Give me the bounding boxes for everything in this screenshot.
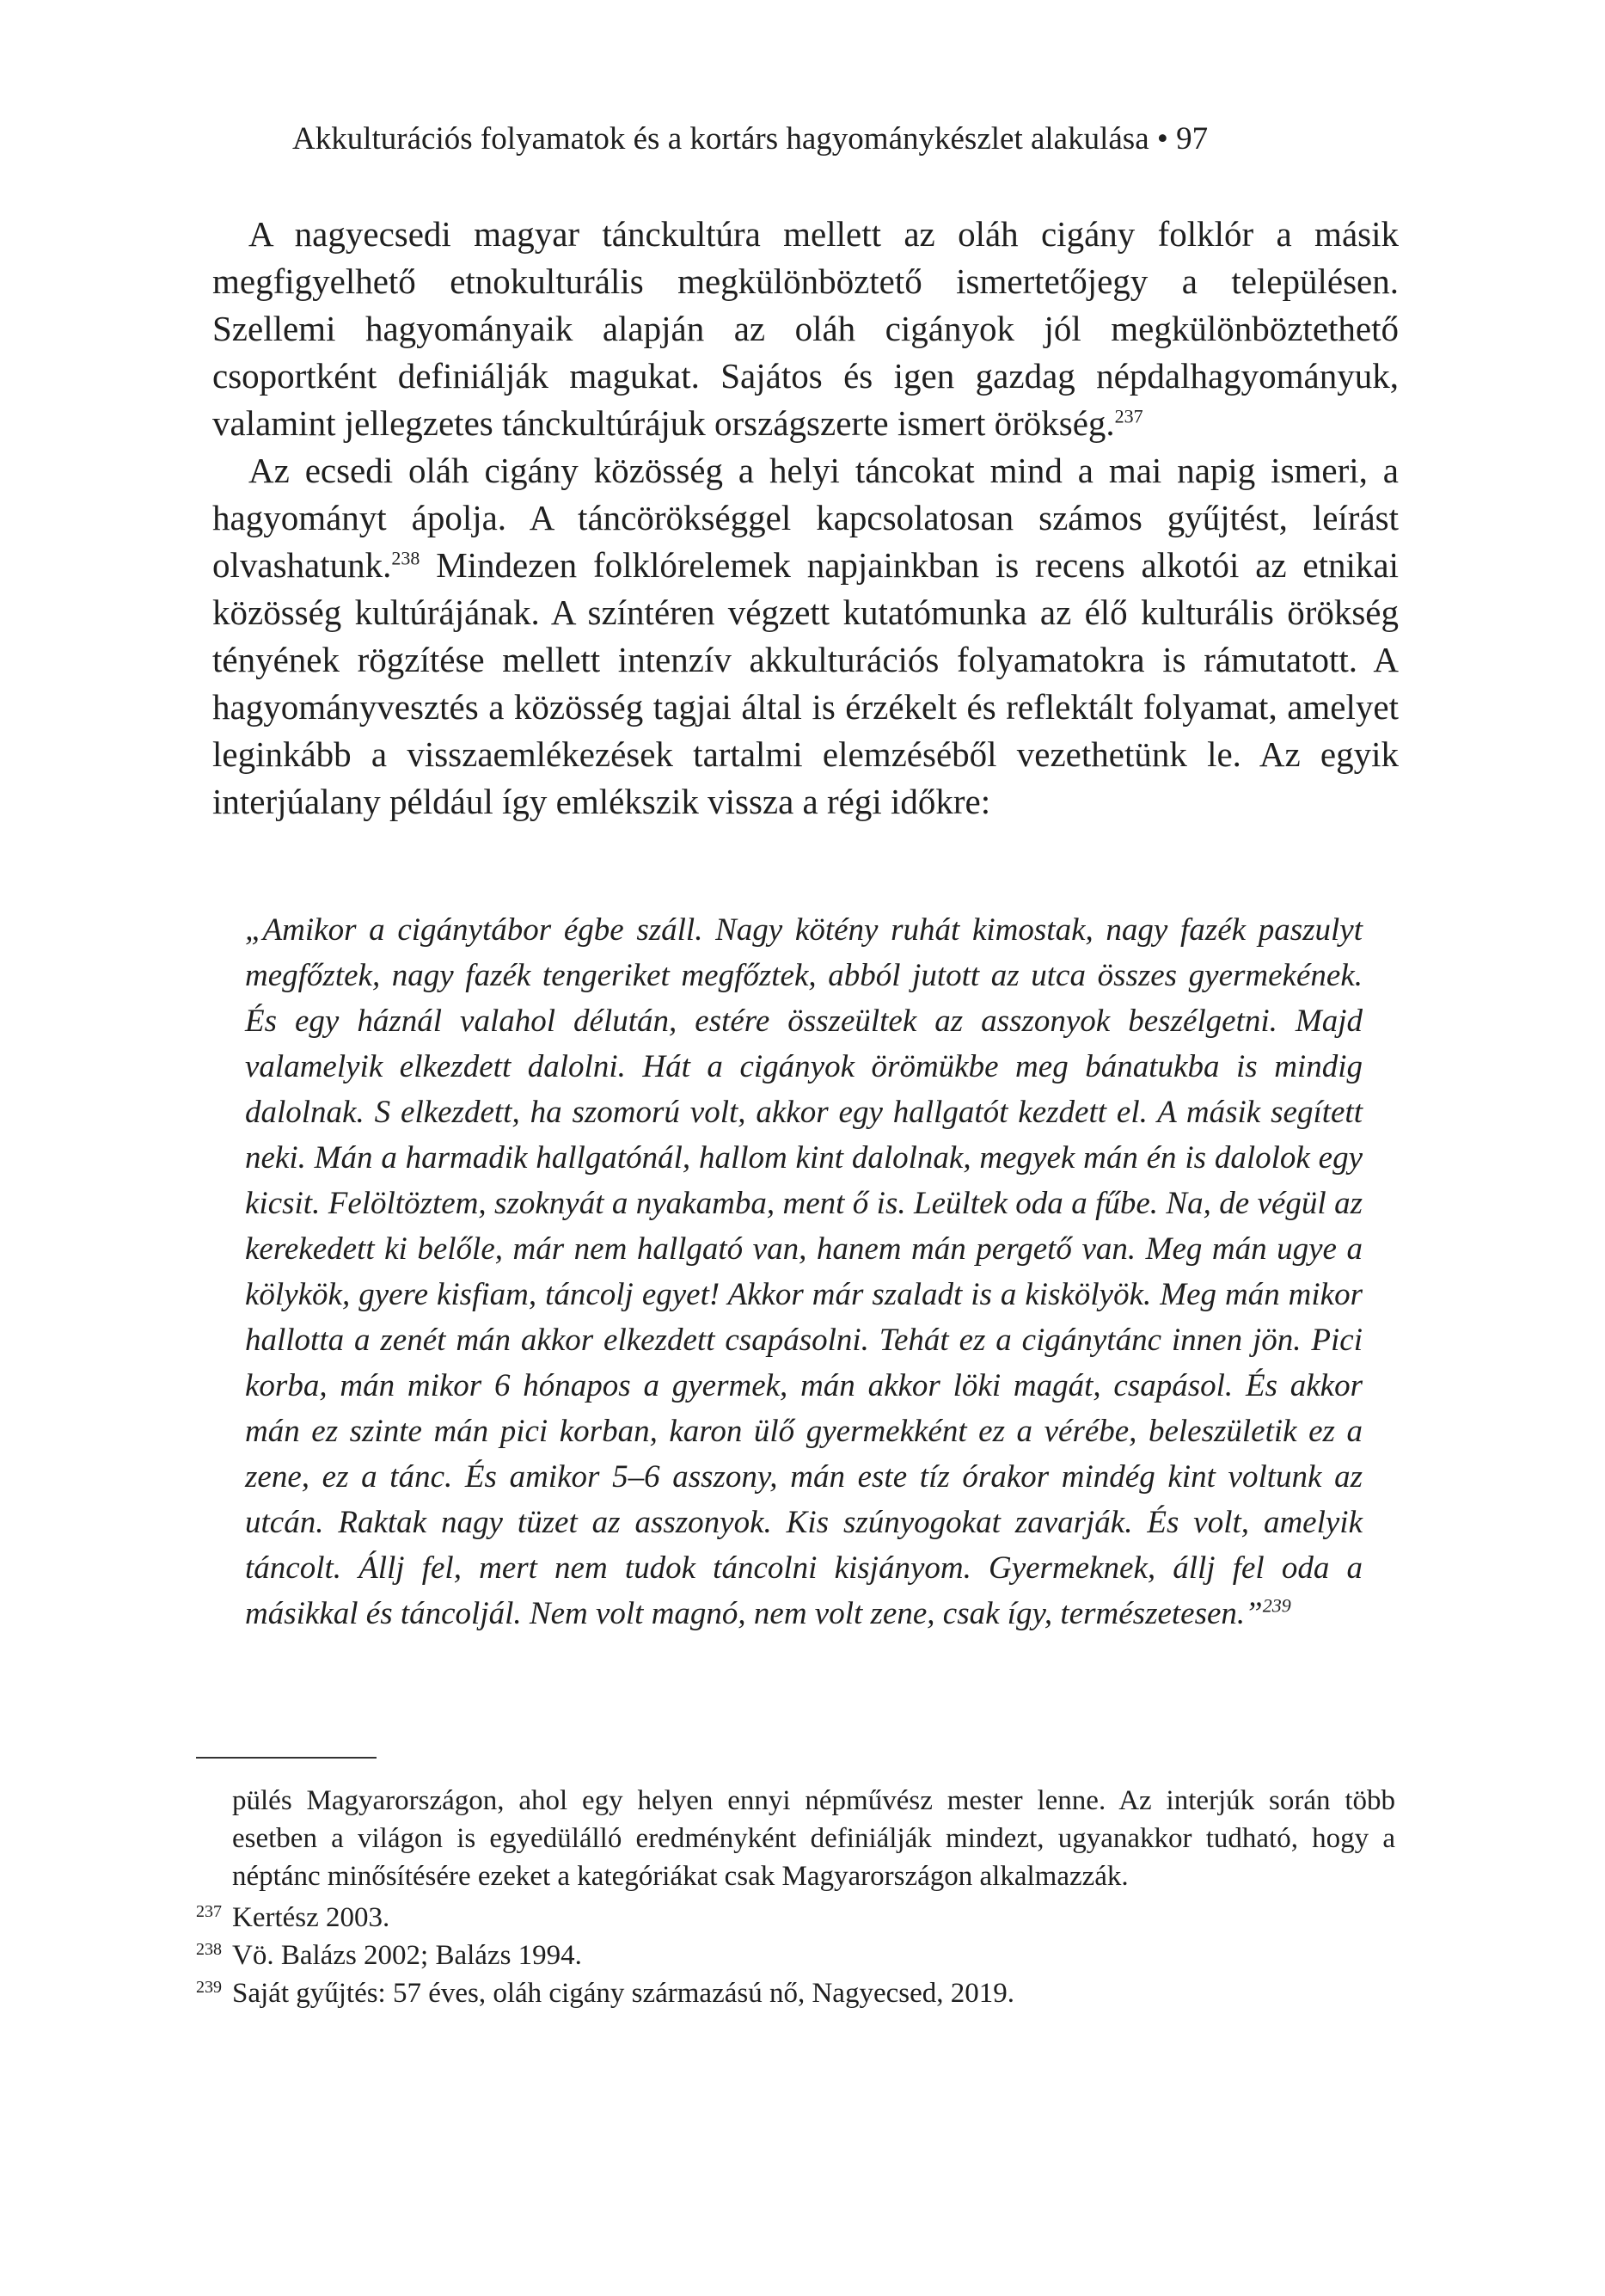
footnote-ref-238: 238 (391, 547, 420, 569)
paragraph-2-text-a: Az ecsedi oláh cigány közösség a helyi táncokat mind a mai napig ismeri, a hagyományt ápolja. A táncörökséggel kapcsolatosan számos gyűjtést, leírást olvashatunk. (212, 451, 1399, 585)
main-text (212, 211, 1399, 826)
interview-quote-text: „Amikor a cigánytábor égbe száll. Nagy kötény ruhát kimostak, nagy fazék paszulyt megfőztek, nagy fazék tengeriket megfőztek, abból jutott az utca összes gyermekének. És egy háznál valahol délután, estére összeültek az asszonyok beszélgetni. Majd valamelyik elkezdett dalolni. Hát a cigányok örömükbe meg bánatukba is mindig dalolnak. S elkezdett, ha szomorú volt, akkor egy hallgatót kezdett el. A másik segített neki. Mán a harmadik hallgatónál, hallom kint dalolnak, megyek mán én is dalolok egy kicsit. Felöltöztem, szoknyát a nyakamba, ment ő is. Leültek oda a fűbe. Na, de végül az kerekedett ki belőle, már nem hallgató van, hanem mán pergető van. Meg mán ugye a kölykök, gyere kisfiam, táncolj egyet! Akkor már szaladt is a kiskölyök. Meg mán mikor hallotta a zenét mán akkor elkezdett csapásolni. Tehát ez a cigánytánc innen jön. Pici korba, mán mikor 6 hónapos a gyermek, mán akkor löki magát, csapásol. És akkor mán ez szinte mán pici korban, karon ülő gyermekként ez a vérébe, beleszületik ez a zene, ez a tánc. És amikor 5–6 asszony, mán este tíz órakor mindég kint voltunk az utcán. Raktak nagy tüzet az asszonyok. Kis szúnyogokat zavarják. És volt, amelyik táncolt. Állj fel, mert nem tudok táncolni kisjányom. Gyermeknek, állj fel oda a másikkal és táncoljál. Nem volt magnó, nem volt zene, csak így, természetesen.” (245, 912, 1363, 1631)
footnote-text: Kertész 2003. (232, 1902, 390, 1933)
footnote-text: Vö. Balázs 2002; Balázs 1994. (232, 1940, 582, 1971)
interview-quote (245, 907, 1363, 1636)
footnote-divider (196, 1757, 377, 1759)
paragraph-1 (212, 211, 1399, 447)
paragraph-2-text-b: Mindezen folklórelemek napjainkban is recens alkotói az etnikai közösség kultúrájának. A színtéren végzett kutatómunka az élő kulturális örökség tényének rögzítése mellett intenzív akkulturációs folyamatokra is rámutatott. A hagyományvesztés a közösség tagjai által is érzékelt és reflektált folyamat, amelyet leginkább a visszaemlékezések tartalmi elemzéséből vezethetünk le. Az egyik interjúalany például így emlékszik vissza a régi időkre: (212, 545, 1399, 821)
footnote-ref-237: 237 (1114, 405, 1143, 427)
footnote-238 (196, 1937, 1395, 1974)
footnote-number: 239 (196, 1978, 222, 1997)
running-head: Akkulturációs folyamatok és a kortárs hagyománykészlet alakulása • 97 (292, 121, 1209, 157)
footnote-number: 238 (196, 1940, 222, 1959)
footnote-237 (196, 1899, 1395, 1937)
footnote-ref-239: 239 (1262, 1594, 1291, 1617)
footnote-text: Saját gyűjtés: 57 éves, oláh cigány származású nő, Nagyecsed, 2019. (232, 1978, 1014, 2009)
paragraph-2 (212, 447, 1399, 826)
footnote-number: 237 (196, 1902, 222, 1921)
footnote-239 (196, 1974, 1395, 2012)
footnotes (196, 1782, 1395, 2012)
paragraph-1-text: A nagyecsedi magyar tánckultúra mellett az oláh cigány folklór a másik megfigyelhető etnokulturális megkülönböztető ismertetőjegy a településen. Szellemi hagyományaik alapján az oláh cigányok jól megkülönböztethető csoportként definiálják magukat. Sajátos és igen gazdag népdalhagyományuk, valamint jellegzetes tánckultúrájuk országszerte ismert örökség. (212, 214, 1399, 443)
footnote-continuation: pülés Magyarországon, ahol egy helyen ennyi népművész mester lenne. Az interjúk során több esetben a világon is egyedülálló eredményként definiálják mindezt, ugyanakkor tudható, hogy a néptánc minősítésére ezeket a kategóriákat csak Magyarországon alkalmazzák. (232, 1785, 1395, 1892)
